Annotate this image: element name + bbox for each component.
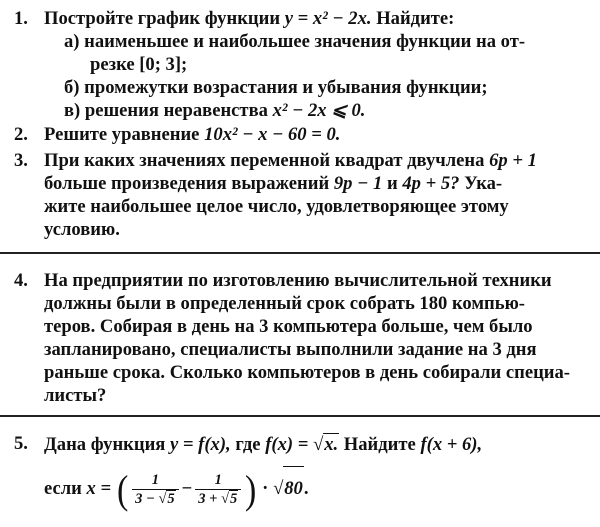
problem-text: Дана функция [44,434,166,455]
math-expression: 6p + 1 [489,150,537,171]
problem-text: Найдите: [376,8,455,29]
problem-text: больше произведения выражений [44,173,330,194]
problem-text: запланировано, специалисты выполнили задание на 3 дня [44,339,537,360]
section-divider [0,252,600,254]
sqrt-expression: √80 [273,478,304,499]
math-expression: 4p + 5? [402,173,460,194]
problem-text: условию. [44,219,120,240]
math-expression: f(x) = [265,434,309,455]
problem-text: Ука- [464,173,503,194]
close-paren: ) [245,466,257,512]
part-label: б) [64,77,80,98]
math-expression: x = [86,478,112,499]
part-text: промежутки возрастания и убывания функции; [84,77,488,98]
math-expression: x² − 2x ⩽ 0. [272,100,366,121]
dot-operator: · [262,478,269,499]
problem-number: 4. [14,270,28,291]
period: . [303,478,309,499]
problem-text: должны были в определенный срок собрать 180 компью- [44,293,525,314]
problem-text: где [235,434,261,455]
math-expression: 9p − 1 [333,173,383,194]
problem-text: теров. Собирая в день на 3 компьютера больше, чем было [44,316,533,337]
radical-sign: √ [312,434,324,455]
problem-number: 5. [14,433,28,454]
fraction: $\frac{1}{3 + √5}$ [195,472,241,508]
problem-number: 3. [14,150,28,171]
problem-text: листы? [44,385,107,406]
fraction: $\frac{1}{3 - √5}$ [132,472,179,508]
problem-text: Найдите [343,434,416,455]
part-text: резке [0; 3]; [90,54,188,75]
problem-text: раньше срока. Сколько компьютеров в день собирали специа- [44,362,570,383]
part-label: а) [64,31,80,52]
math-expression: y = f(x), [170,434,231,455]
problem-text: При каких значениях переменной квадрат двучлена [44,150,485,171]
math-expression: f(x + 6), [420,434,483,455]
part-text: наименьшее и наибольшее значения функции на от- [84,31,526,52]
math-expression: y = x² − 2x. [284,8,372,29]
problem-text: Постройте график функции [44,8,281,29]
problem-number: 2. [14,124,28,145]
problem-text: жите наибольшее целое число, удовлетворяющее этому [44,196,509,217]
part-text: решения неравенства [84,100,268,121]
minus-sign: − [181,478,193,499]
radical-sign: √ [220,490,229,507]
problem-text: На предприятии по изготовлению вычислительной техники [44,270,552,291]
problem-text: если [44,478,82,499]
open-paren: ( [116,466,129,512]
section-divider [0,415,600,417]
part-label: в) [64,100,81,121]
sqrt-expression: √x. [312,434,339,455]
radical-sign: √ [273,478,284,499]
problem-text: Решите уравнение [44,124,200,145]
radical-sign: √ [158,490,167,507]
problem-number: 1. [14,8,28,29]
math-expression: 10x² − x − 60 = 0. [204,124,341,145]
problem-text: и [386,173,398,194]
